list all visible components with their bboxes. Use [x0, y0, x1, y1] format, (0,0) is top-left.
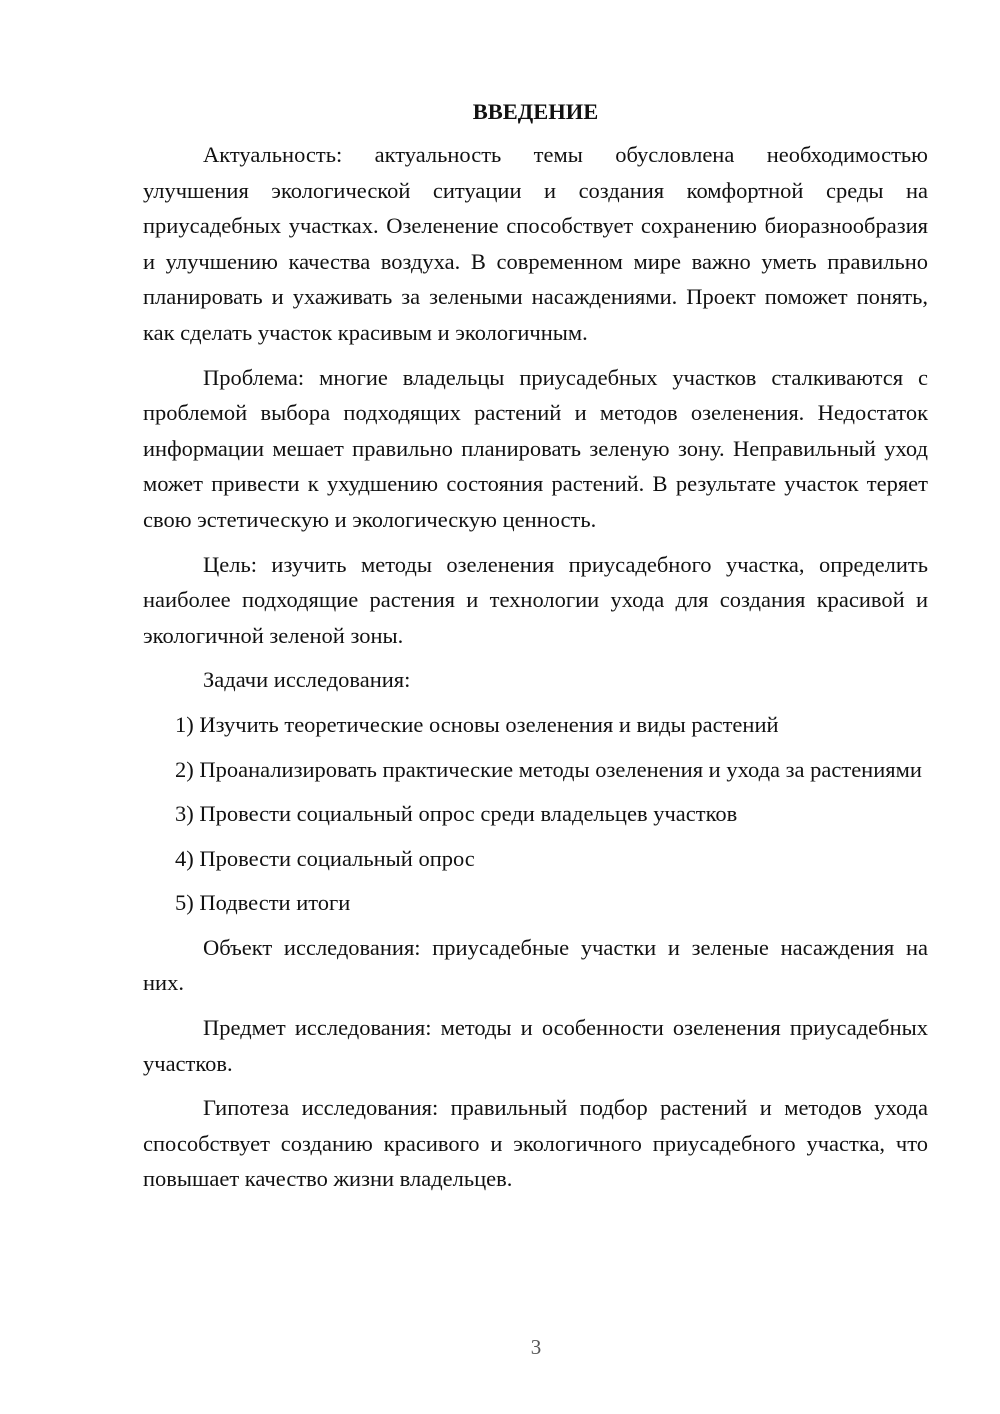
task-item-3: 3) Провести социальный опрос среди владельцев участков [175, 801, 738, 827]
page-heading: ВВЕДЕНИЕ [472, 99, 599, 124]
task-item-4: 4) Провести социальный опрос [175, 845, 475, 871]
task-item-1: 1) Изучить теоретические основы озеленения и виды растений [175, 711, 779, 737]
paragraph-problem: Проблема: многие владельцы приусадебных участков сталкиваются с проблемой выбора подходящих растений и методов озеленения. Недостаток информации мешает правильно планировать зеленую зону. Неправильный уход может привести к ухудшению состояния растений. В результате участок теряет свою эстетическую и экологическую ценность. [143, 364, 928, 532]
paragraph-object: Объект исследования: приусадебные участки и зеленые насаждения на них. [143, 934, 928, 996]
paragraph-hypothesis: Гипотеза исследования: правильный подбор растений и методов ухода способствует созданию красивого и экологичного приусадебного участка, что повышает качество жизни владельцев. [143, 1095, 928, 1192]
page-number: 3 [530, 1335, 542, 1359]
paragraph-goal: Цель: изучить методы озеленения приусадебного участка, определить наиболее подходящие растения и технологии ухода для создания красивой и экологичной зеленой зоны. [143, 551, 928, 648]
page-content [143, 96, 928, 1206]
task-item-2: 2) Проанализировать практические методы озеленения и ухода за растениями [175, 756, 922, 782]
paragraph-subject: Предмет исследования: методы и особенности озеленения приусадебных участков. [143, 1015, 928, 1076]
paragraph-relevance: Актуальность: актуальность темы обусловлена необходимостью улучшения экологической ситуации и создания комфортной среды на приусадебных участках. Озеленение способствует сохранению биоразнообразия и улучшению качества воздуха. В современном мире важно уметь правильно планировать и ухаживать за зелеными насаждениями. Проект поможет понять, как сделать участок красивым и экологичным. [143, 142, 928, 345]
tasks-title: Задачи исследования: [203, 667, 411, 693]
task-item-5: 5) Подвести итоги [175, 890, 351, 916]
